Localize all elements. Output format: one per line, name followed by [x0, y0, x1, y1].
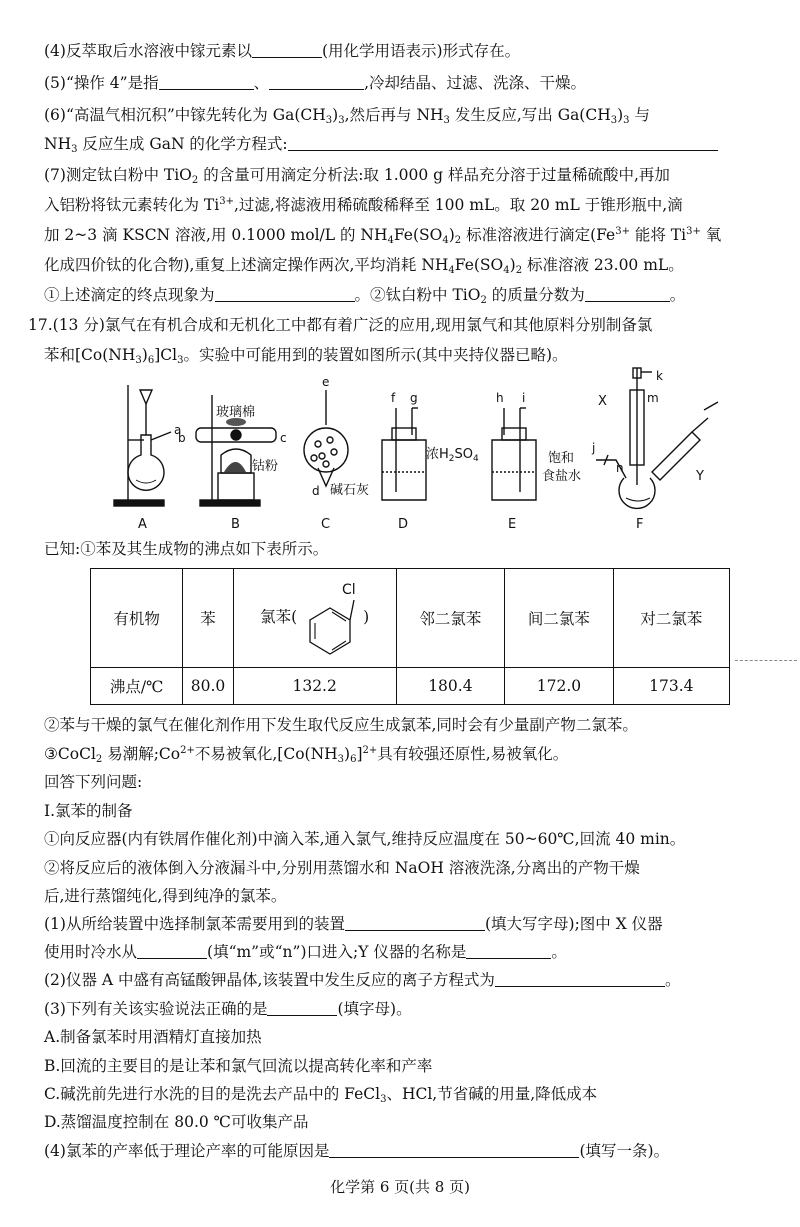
svg-text:饱和: 饱和: [548, 451, 575, 466]
option-d: D.蒸馏温度控制在 80.0 ℃可收集产品: [44, 1113, 309, 1131]
table-cell: 80.0: [183, 668, 233, 705]
table-header-row: [91, 569, 730, 668]
answer-blank[interactable]: [137, 942, 207, 959]
page-footer: 化学第 6 页(共 8 页): [330, 1178, 470, 1196]
apparatus-e: [492, 408, 536, 500]
svg-text:玻璃棉: 玻璃棉: [216, 405, 256, 420]
known-1: 已知:①苯及其生成物的沸点如下表所示。: [44, 540, 329, 558]
step-2-line1: ②将反应后的液体倒入分液漏斗中,分别用蒸馏水和 NaOH 溶液洗涤,分离出的产物干燥: [44, 859, 640, 877]
divider: [735, 660, 797, 661]
q16-part6-line1: (6)“高温气相沉积”中镓先转化为 $Ga(CH_3)_3$,然后再与 $NH_3$ 发生反应,写出 $Ga(CH_3)_3$ 与: [44, 106, 650, 126]
svg-text:C: C: [321, 517, 331, 532]
table-cell: 间二氯苯: [505, 569, 614, 668]
known-2: ②苯与干燥的氯气在催化剂作用下发生取代反应生成氯苯,同时会有少量副产物二氯苯。: [44, 716, 638, 734]
svg-text:碱石灰: 碱石灰: [330, 483, 370, 498]
svg-text:e: e: [322, 375, 330, 389]
svg-text:d: d: [312, 484, 320, 498]
table-cell: 173.4: [613, 668, 729, 705]
svg-text:F: F: [636, 517, 644, 532]
known-3: ③CoCl$_2$ 易潮解$;Co^{2+}$不易被氧化$,[Co(NH_3)_6]^{2+}$具有较强还原性,易被氧化。: [44, 745, 569, 765]
svg-text:浓H2SO4: 浓$H_2SO_4$: [426, 447, 479, 464]
svg-text:g: g: [410, 391, 418, 405]
apparatus-f: [596, 368, 718, 508]
table-cell: 苯: [183, 569, 233, 668]
svg-text:食盐水: 食盐水: [542, 469, 582, 484]
q16-part6-line2: $NH_3$ 反应生成 GaN 的化学方程式:: [44, 133, 784, 155]
table-cell: 172.0: [505, 668, 614, 705]
answer-blank[interactable]: [345, 914, 485, 931]
svg-text:a: a: [174, 423, 182, 437]
table-row: [91, 668, 730, 705]
boiling-point-table: [90, 568, 730, 705]
svg-text:Y: Y: [696, 469, 704, 484]
q17-intro-line2: 苯和$[Co(NH_3)_6]Cl_3$。实验中可能用到的装置如图所示(其中夹持仪器已略)。: [44, 346, 568, 366]
svg-text:B: B: [231, 517, 240, 532]
q16-part7-line4: 化成四价钛的化合物),重复上述滴定操作两次,平均消耗 $NH_4Fe(SO_4)_2$ 标准溶液 23.00 mL。: [44, 256, 684, 276]
option-a: A.制备氯苯时用酒精灯直接加热: [44, 1028, 262, 1046]
table-cell: 沸点/℃: [91, 668, 183, 705]
svg-text:j: j: [592, 441, 596, 455]
answer-blank[interactable]: [329, 1141, 579, 1158]
q16-part7-line2: 入铝粉将钛元素转化为 $Ti^{3+}$,过滤,将滤液用稀硫酸稀释至 100 mL。取 20 mL 于锥形瓶中,滴: [44, 196, 683, 214]
svg-text:D: D: [398, 517, 409, 532]
step-1: ①向反应器(内有铁屑作催化剂)中滴入苯,通入氯气,维持反应温度在 50~60℃,回流 40 min。: [44, 830, 686, 848]
apparatus-d: [382, 408, 426, 500]
answer-blank[interactable]: [495, 970, 665, 987]
answer-blank[interactable]: [252, 41, 322, 58]
q17-intro-line1: 17.(13 分)氯气在有机合成和无机化工中都有着广泛的应用,现用氯气和其他原料分别制备氯: [28, 316, 653, 334]
svg-text:b: b: [178, 431, 186, 445]
table-cell: 邻二氯苯: [396, 569, 505, 668]
svg-text:钴粉: 钴粉: [252, 459, 279, 474]
table-cell-chlorobenzene: 氯苯( Cl ): [233, 569, 396, 668]
svg-text:c: c: [280, 431, 287, 445]
benzene-ring-icon: [302, 578, 358, 658]
q16-part7-line5: ①上述滴定的终点现象为 。②钛白粉中 TiO$_2$ 的质量分数为 。: [44, 286, 686, 306]
option-c: C.碱洗前先进行水洗的目的是洗去产品中的 FeCl$_3$、HCl,节省碱的用量,降低成本: [44, 1085, 598, 1105]
table-cell: 132.2: [233, 668, 396, 705]
q16-part5: (5)“操作 4”是指 、 ,冷却结晶、过滤、洗涤、干燥。: [44, 74, 587, 92]
svg-text:k: k: [656, 369, 663, 383]
answer-blank[interactable]: [288, 134, 718, 151]
answer-blank[interactable]: [159, 73, 254, 90]
svg-text:A: A: [138, 517, 147, 532]
svg-text:h: h: [496, 391, 504, 405]
apparatus-c: [304, 390, 348, 486]
svg-text:E: E: [508, 517, 517, 532]
apparatus-a: [114, 385, 171, 506]
question-4: (4)氯苯的产率低于理论产率的可能原因是 (填写一条)。: [44, 1142, 670, 1160]
question-3: (3)下列有关该实验说法正确的是 (填字母)。: [44, 1000, 412, 1018]
answer-heading: 回答下列问题:: [44, 773, 143, 791]
section-heading: Ⅰ.氯苯的制备: [44, 802, 133, 820]
answer-blank[interactable]: [269, 73, 364, 90]
q16-part4: (4)反萃取后水溶液中镓元素以 (用化学用语表示)形式存在。: [44, 42, 521, 60]
svg-text:m: m: [647, 391, 659, 405]
q16-part7-line3: 加 2~3 滴 KSCN 溶液,用 0.1000 mol/L 的 $NH_4Fe(SO_4)_2$ 标准溶液进行滴定($Fe^{3+}$ 能将 $Ti^{3+}$ 氧: [44, 226, 722, 246]
question-1-line1: (1)从所给装置中选择制氯苯需要用到的装置 (填大写字母);图中 X 仪器: [44, 915, 663, 933]
answer-blank[interactable]: [267, 999, 337, 1016]
svg-text:i: i: [522, 391, 526, 405]
q16-part7-line1: (7)测定钛白粉中 TiO$_2$ 的含量可用滴定分析法:取 1.000 g 样品充分溶于过量稀硫酸中,再加: [44, 166, 670, 186]
answer-blank[interactable]: [585, 285, 670, 302]
step-2-line2: 后,进行蒸馏纯化,得到纯净的氯苯。: [44, 887, 287, 905]
svg-text:f: f: [391, 391, 396, 405]
option-b: B.回流的主要目的是让苯和氯气回流以提高转化率和产率: [44, 1057, 433, 1075]
apparatus-figure: [96, 360, 736, 535]
svg-text:X: X: [598, 394, 607, 409]
svg-text:n: n: [616, 461, 624, 475]
answer-blank[interactable]: [215, 285, 355, 302]
svg-text:Cl: Cl: [342, 582, 356, 598]
table-cell: 180.4: [396, 668, 505, 705]
question-2: (2)仪器 A 中盛有高锰酸钾晶体,该装置中发生反应的离子方程式为 。: [44, 971, 681, 989]
table-cell: 有机物: [91, 569, 183, 668]
table-cell: 对二氯苯: [613, 569, 729, 668]
answer-blank[interactable]: [466, 942, 551, 959]
question-1-line2: 使用时冷水从 (填“m”或“n”)口进入;Y 仪器的名称是 。: [44, 943, 567, 961]
